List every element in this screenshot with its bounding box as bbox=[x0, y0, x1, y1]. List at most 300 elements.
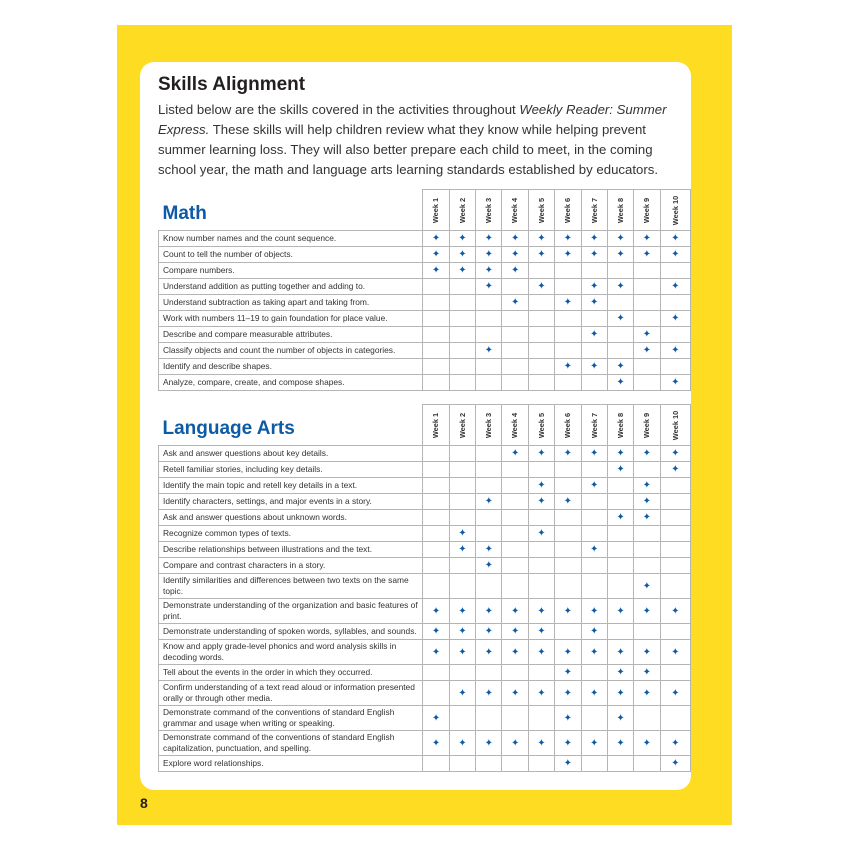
intro-text-start: Listed below are the skills covered in the activities throughout bbox=[158, 102, 520, 117]
skill-row bbox=[159, 494, 691, 510]
star-mark-icon: ✦ bbox=[423, 231, 449, 247]
empty-cell bbox=[660, 526, 690, 542]
star-mark-icon: ✦ bbox=[476, 343, 502, 359]
empty-cell bbox=[634, 706, 660, 731]
star-mark-icon: ✦ bbox=[449, 599, 475, 624]
empty-cell bbox=[449, 375, 475, 391]
star-mark-icon: ✦ bbox=[476, 247, 502, 263]
empty-cell bbox=[476, 295, 502, 311]
star-mark-icon: ✦ bbox=[607, 599, 633, 624]
star-mark-icon: ✦ bbox=[423, 640, 449, 665]
star-mark-icon: ✦ bbox=[528, 446, 554, 462]
skill-row bbox=[159, 510, 691, 526]
empty-cell bbox=[660, 706, 690, 731]
empty-cell bbox=[660, 494, 690, 510]
week-label: Week 6 bbox=[563, 197, 573, 223]
star-mark-icon: ✦ bbox=[634, 665, 660, 681]
week-label: Week 4 bbox=[510, 197, 520, 223]
star-mark-icon: ✦ bbox=[502, 446, 528, 462]
language-arts-heading: Language Arts bbox=[159, 405, 423, 446]
star-mark-icon: ✦ bbox=[476, 624, 502, 640]
empty-cell bbox=[423, 462, 449, 478]
skill-row bbox=[159, 640, 691, 665]
star-mark-icon: ✦ bbox=[555, 599, 581, 624]
week-column-header bbox=[528, 190, 554, 231]
empty-cell bbox=[423, 446, 449, 462]
empty-cell bbox=[528, 343, 554, 359]
star-mark-icon: ✦ bbox=[502, 681, 528, 706]
week-column-header bbox=[660, 405, 690, 446]
empty-cell bbox=[660, 359, 690, 375]
empty-cell bbox=[502, 478, 528, 494]
star-mark-icon: ✦ bbox=[502, 731, 528, 756]
math-heading: Math bbox=[159, 190, 423, 231]
week-column-header bbox=[423, 405, 449, 446]
star-mark-icon: ✦ bbox=[581, 731, 607, 756]
skill-row bbox=[159, 279, 691, 295]
star-mark-icon: ✦ bbox=[476, 263, 502, 279]
empty-cell bbox=[449, 359, 475, 375]
star-mark-icon: ✦ bbox=[423, 247, 449, 263]
star-mark-icon: ✦ bbox=[581, 624, 607, 640]
star-mark-icon: ✦ bbox=[528, 599, 554, 624]
empty-cell bbox=[423, 510, 449, 526]
star-mark-icon: ✦ bbox=[660, 446, 690, 462]
empty-cell bbox=[607, 478, 633, 494]
empty-cell bbox=[581, 526, 607, 542]
content-card bbox=[140, 62, 691, 790]
empty-cell bbox=[423, 327, 449, 343]
empty-cell bbox=[502, 343, 528, 359]
star-mark-icon: ✦ bbox=[607, 359, 633, 375]
skill-description: Compare numbers. bbox=[159, 263, 423, 279]
skill-description: Identify characters, settings, and major events in a story. bbox=[159, 494, 423, 510]
skill-row bbox=[159, 462, 691, 478]
empty-cell bbox=[581, 756, 607, 772]
star-mark-icon: ✦ bbox=[502, 640, 528, 665]
empty-cell bbox=[449, 494, 475, 510]
empty-cell bbox=[607, 526, 633, 542]
empty-cell bbox=[634, 542, 660, 558]
star-mark-icon: ✦ bbox=[634, 494, 660, 510]
empty-cell bbox=[528, 706, 554, 731]
skill-description: Tell about the events in the order in which they occurred. bbox=[159, 665, 423, 681]
star-mark-icon: ✦ bbox=[634, 231, 660, 247]
empty-cell bbox=[660, 478, 690, 494]
empty-cell bbox=[423, 343, 449, 359]
star-mark-icon: ✦ bbox=[607, 731, 633, 756]
star-mark-icon: ✦ bbox=[660, 279, 690, 295]
star-mark-icon: ✦ bbox=[581, 359, 607, 375]
star-mark-icon: ✦ bbox=[423, 624, 449, 640]
star-mark-icon: ✦ bbox=[607, 375, 633, 391]
empty-cell bbox=[502, 574, 528, 599]
empty-cell bbox=[528, 327, 554, 343]
skill-description: Confirm understanding of a text read aloud or information presented orally or through other media. bbox=[159, 681, 423, 706]
star-mark-icon: ✦ bbox=[528, 681, 554, 706]
star-mark-icon: ✦ bbox=[449, 731, 475, 756]
week-column-header bbox=[634, 190, 660, 231]
empty-cell bbox=[502, 510, 528, 526]
star-mark-icon: ✦ bbox=[449, 624, 475, 640]
empty-cell bbox=[607, 574, 633, 599]
skill-row bbox=[159, 478, 691, 494]
empty-cell bbox=[660, 624, 690, 640]
empty-cell bbox=[634, 526, 660, 542]
empty-cell bbox=[502, 462, 528, 478]
week-label: Week 6 bbox=[563, 412, 573, 438]
week-column-header bbox=[607, 405, 633, 446]
empty-cell bbox=[607, 343, 633, 359]
star-mark-icon: ✦ bbox=[660, 681, 690, 706]
empty-cell bbox=[660, 327, 690, 343]
skill-description: Describe and compare measurable attributes. bbox=[159, 327, 423, 343]
empty-cell bbox=[555, 526, 581, 542]
star-mark-icon: ✦ bbox=[634, 510, 660, 526]
empty-cell bbox=[423, 279, 449, 295]
star-mark-icon: ✦ bbox=[555, 446, 581, 462]
week-label: Week 8 bbox=[616, 412, 626, 438]
star-mark-icon: ✦ bbox=[660, 462, 690, 478]
week-label: Week 3 bbox=[484, 197, 494, 223]
skill-row bbox=[159, 731, 691, 756]
star-mark-icon: ✦ bbox=[528, 279, 554, 295]
star-mark-icon: ✦ bbox=[660, 311, 690, 327]
star-mark-icon: ✦ bbox=[555, 731, 581, 756]
empty-cell bbox=[449, 327, 475, 343]
star-mark-icon: ✦ bbox=[607, 510, 633, 526]
empty-cell bbox=[502, 327, 528, 343]
star-mark-icon: ✦ bbox=[476, 494, 502, 510]
star-mark-icon: ✦ bbox=[476, 640, 502, 665]
language-arts-table-body bbox=[159, 446, 691, 772]
empty-cell bbox=[476, 446, 502, 462]
week-column-header bbox=[581, 190, 607, 231]
skill-description: Identify similarities and differences between two texts on the same topic. bbox=[159, 574, 423, 599]
star-mark-icon: ✦ bbox=[581, 327, 607, 343]
empty-cell bbox=[634, 279, 660, 295]
skill-description: Demonstrate understanding of the organization and basic features of print. bbox=[159, 599, 423, 624]
week-column-header bbox=[660, 190, 690, 231]
empty-cell bbox=[581, 263, 607, 279]
empty-cell bbox=[555, 327, 581, 343]
empty-cell bbox=[581, 665, 607, 681]
skill-row bbox=[159, 706, 691, 731]
star-mark-icon: ✦ bbox=[449, 247, 475, 263]
empty-cell bbox=[449, 462, 475, 478]
empty-cell bbox=[449, 295, 475, 311]
skill-row bbox=[159, 263, 691, 279]
intro-text-end: These skills will help children review what they know while helping prevent summer learning loss. They will also better prepare each child to meet, in the coming school year, the math and language arts learning standards established by educators. bbox=[158, 122, 658, 177]
star-mark-icon: ✦ bbox=[634, 446, 660, 462]
skill-description: Understand addition as putting together and adding to. bbox=[159, 279, 423, 295]
empty-cell bbox=[449, 446, 475, 462]
skill-description: Identify the main topic and retell key details in a text. bbox=[159, 478, 423, 494]
skill-description: Ask and answer questions about unknown words. bbox=[159, 510, 423, 526]
empty-cell bbox=[502, 359, 528, 375]
star-mark-icon: ✦ bbox=[607, 665, 633, 681]
empty-cell bbox=[660, 510, 690, 526]
empty-cell bbox=[607, 263, 633, 279]
empty-cell bbox=[581, 311, 607, 327]
empty-cell bbox=[476, 706, 502, 731]
week-column-header bbox=[502, 190, 528, 231]
empty-cell bbox=[660, 263, 690, 279]
week-label: Week 7 bbox=[589, 412, 599, 438]
star-mark-icon: ✦ bbox=[634, 731, 660, 756]
language-arts-skills-table bbox=[158, 404, 691, 772]
empty-cell bbox=[660, 295, 690, 311]
skill-row bbox=[159, 231, 691, 247]
empty-cell bbox=[581, 574, 607, 599]
empty-cell bbox=[555, 343, 581, 359]
week-column-header bbox=[634, 405, 660, 446]
empty-cell bbox=[449, 706, 475, 731]
empty-cell bbox=[423, 295, 449, 311]
empty-cell bbox=[607, 558, 633, 574]
week-column-header bbox=[528, 405, 554, 446]
week-label: Week 8 bbox=[616, 197, 626, 223]
empty-cell bbox=[555, 624, 581, 640]
star-mark-icon: ✦ bbox=[607, 681, 633, 706]
week-label: Week 2 bbox=[457, 197, 467, 223]
week-label: Week 3 bbox=[484, 412, 494, 438]
empty-cell bbox=[502, 279, 528, 295]
page-number: 8 bbox=[140, 795, 148, 811]
star-mark-icon: ✦ bbox=[555, 756, 581, 772]
skill-description: Ask and answer questions about key details. bbox=[159, 446, 423, 462]
week-column-header bbox=[607, 190, 633, 231]
empty-cell bbox=[528, 542, 554, 558]
week-label: Week 9 bbox=[642, 197, 652, 223]
skill-description: Demonstrate command of the conventions of standard English grammar and usage when writing or speaking. bbox=[159, 706, 423, 731]
star-mark-icon: ✦ bbox=[581, 599, 607, 624]
skill-description: Understand subtraction as taking apart and taking from. bbox=[159, 295, 423, 311]
week-label: Week 1 bbox=[431, 412, 441, 438]
star-mark-icon: ✦ bbox=[607, 247, 633, 263]
empty-cell bbox=[581, 706, 607, 731]
skill-row bbox=[159, 542, 691, 558]
skill-row bbox=[159, 359, 691, 375]
skill-row bbox=[159, 665, 691, 681]
star-mark-icon: ✦ bbox=[581, 247, 607, 263]
empty-cell bbox=[476, 478, 502, 494]
star-mark-icon: ✦ bbox=[555, 665, 581, 681]
star-mark-icon: ✦ bbox=[423, 731, 449, 756]
star-mark-icon: ✦ bbox=[581, 542, 607, 558]
empty-cell bbox=[555, 375, 581, 391]
empty-cell bbox=[555, 510, 581, 526]
star-mark-icon: ✦ bbox=[502, 247, 528, 263]
math-skills-table bbox=[158, 189, 691, 391]
empty-cell bbox=[423, 542, 449, 558]
empty-cell bbox=[449, 756, 475, 772]
skill-row bbox=[159, 624, 691, 640]
star-mark-icon: ✦ bbox=[476, 599, 502, 624]
week-column-header bbox=[555, 405, 581, 446]
empty-cell bbox=[607, 756, 633, 772]
skill-description: Describe relationships between illustrations and the text. bbox=[159, 542, 423, 558]
star-mark-icon: ✦ bbox=[528, 640, 554, 665]
star-mark-icon: ✦ bbox=[660, 599, 690, 624]
empty-cell bbox=[528, 359, 554, 375]
star-mark-icon: ✦ bbox=[660, 343, 690, 359]
star-mark-icon: ✦ bbox=[660, 231, 690, 247]
empty-cell bbox=[449, 665, 475, 681]
empty-cell bbox=[528, 574, 554, 599]
star-mark-icon: ✦ bbox=[634, 681, 660, 706]
empty-cell bbox=[555, 558, 581, 574]
star-mark-icon: ✦ bbox=[555, 681, 581, 706]
week-label: Week 2 bbox=[457, 412, 467, 438]
star-mark-icon: ✦ bbox=[476, 731, 502, 756]
empty-cell bbox=[634, 359, 660, 375]
star-mark-icon: ✦ bbox=[528, 731, 554, 756]
empty-cell bbox=[502, 665, 528, 681]
star-mark-icon: ✦ bbox=[502, 599, 528, 624]
empty-cell bbox=[423, 681, 449, 706]
empty-cell bbox=[449, 478, 475, 494]
star-mark-icon: ✦ bbox=[528, 494, 554, 510]
week-column-header bbox=[449, 405, 475, 446]
empty-cell bbox=[528, 510, 554, 526]
star-mark-icon: ✦ bbox=[634, 327, 660, 343]
empty-cell bbox=[581, 462, 607, 478]
empty-cell bbox=[528, 375, 554, 391]
empty-cell bbox=[423, 311, 449, 327]
skill-row bbox=[159, 446, 691, 462]
empty-cell bbox=[555, 279, 581, 295]
empty-cell bbox=[502, 756, 528, 772]
star-mark-icon: ✦ bbox=[555, 247, 581, 263]
star-mark-icon: ✦ bbox=[581, 295, 607, 311]
empty-cell bbox=[660, 665, 690, 681]
skill-row bbox=[159, 247, 691, 263]
star-mark-icon: ✦ bbox=[660, 247, 690, 263]
empty-cell bbox=[555, 542, 581, 558]
star-mark-icon: ✦ bbox=[449, 681, 475, 706]
skill-description: Work with numbers 11–19 to gain foundation for place value. bbox=[159, 311, 423, 327]
star-mark-icon: ✦ bbox=[607, 706, 633, 731]
star-mark-icon: ✦ bbox=[502, 263, 528, 279]
skill-row bbox=[159, 295, 691, 311]
empty-cell bbox=[555, 311, 581, 327]
star-mark-icon: ✦ bbox=[634, 574, 660, 599]
star-mark-icon: ✦ bbox=[555, 295, 581, 311]
skill-row bbox=[159, 756, 691, 772]
empty-cell bbox=[634, 263, 660, 279]
math-header-row bbox=[159, 190, 691, 231]
empty-cell bbox=[423, 558, 449, 574]
star-mark-icon: ✦ bbox=[634, 640, 660, 665]
empty-cell bbox=[502, 558, 528, 574]
empty-cell bbox=[502, 311, 528, 327]
empty-cell bbox=[476, 756, 502, 772]
empty-cell bbox=[634, 624, 660, 640]
star-mark-icon: ✦ bbox=[581, 231, 607, 247]
star-mark-icon: ✦ bbox=[528, 231, 554, 247]
star-mark-icon: ✦ bbox=[555, 494, 581, 510]
star-mark-icon: ✦ bbox=[476, 279, 502, 295]
star-mark-icon: ✦ bbox=[607, 462, 633, 478]
week-column-header bbox=[423, 190, 449, 231]
empty-cell bbox=[634, 558, 660, 574]
star-mark-icon: ✦ bbox=[449, 263, 475, 279]
empty-cell bbox=[423, 478, 449, 494]
skill-description: Identify and describe shapes. bbox=[159, 359, 423, 375]
skill-description: Analyze, compare, create, and compose shapes. bbox=[159, 375, 423, 391]
empty-cell bbox=[581, 375, 607, 391]
empty-cell bbox=[607, 542, 633, 558]
week-label: Week 1 bbox=[431, 197, 441, 223]
star-mark-icon: ✦ bbox=[581, 279, 607, 295]
empty-cell bbox=[502, 542, 528, 558]
empty-cell bbox=[476, 462, 502, 478]
star-mark-icon: ✦ bbox=[449, 640, 475, 665]
star-mark-icon: ✦ bbox=[634, 478, 660, 494]
star-mark-icon: ✦ bbox=[476, 542, 502, 558]
empty-cell bbox=[449, 311, 475, 327]
star-mark-icon: ✦ bbox=[502, 231, 528, 247]
star-mark-icon: ✦ bbox=[502, 295, 528, 311]
skill-description: Demonstrate command of the conventions of standard English capitalization, punctuation, and spelling. bbox=[159, 731, 423, 756]
empty-cell bbox=[528, 558, 554, 574]
empty-cell bbox=[660, 542, 690, 558]
empty-cell bbox=[476, 510, 502, 526]
week-column-header bbox=[555, 190, 581, 231]
empty-cell bbox=[476, 327, 502, 343]
empty-cell bbox=[607, 624, 633, 640]
empty-cell bbox=[660, 558, 690, 574]
star-mark-icon: ✦ bbox=[660, 375, 690, 391]
math-table-body bbox=[159, 231, 691, 391]
week-column-header bbox=[449, 190, 475, 231]
star-mark-icon: ✦ bbox=[528, 624, 554, 640]
week-label: Week 7 bbox=[589, 197, 599, 223]
empty-cell bbox=[423, 359, 449, 375]
skill-row bbox=[159, 375, 691, 391]
empty-cell bbox=[581, 558, 607, 574]
skill-description: Retell familiar stories, including key details. bbox=[159, 462, 423, 478]
star-mark-icon: ✦ bbox=[555, 706, 581, 731]
empty-cell bbox=[449, 558, 475, 574]
week-label: Week 9 bbox=[642, 412, 652, 438]
week-label: Week 10 bbox=[670, 410, 680, 440]
empty-cell bbox=[555, 263, 581, 279]
star-mark-icon: ✦ bbox=[634, 343, 660, 359]
star-mark-icon: ✦ bbox=[581, 640, 607, 665]
star-mark-icon: ✦ bbox=[423, 599, 449, 624]
empty-cell bbox=[502, 494, 528, 510]
empty-cell bbox=[449, 574, 475, 599]
skill-row bbox=[159, 599, 691, 624]
empty-cell bbox=[607, 295, 633, 311]
empty-cell bbox=[634, 756, 660, 772]
star-mark-icon: ✦ bbox=[528, 247, 554, 263]
skill-row bbox=[159, 574, 691, 599]
empty-cell bbox=[528, 263, 554, 279]
skill-description: Demonstrate understanding of spoken words, syllables, and sounds. bbox=[159, 624, 423, 640]
week-label: Week 10 bbox=[670, 195, 680, 225]
empty-cell bbox=[528, 462, 554, 478]
week-column-header bbox=[476, 405, 502, 446]
star-mark-icon: ✦ bbox=[528, 478, 554, 494]
empty-cell bbox=[502, 526, 528, 542]
empty-cell bbox=[634, 462, 660, 478]
star-mark-icon: ✦ bbox=[607, 311, 633, 327]
star-mark-icon: ✦ bbox=[555, 359, 581, 375]
empty-cell bbox=[528, 311, 554, 327]
